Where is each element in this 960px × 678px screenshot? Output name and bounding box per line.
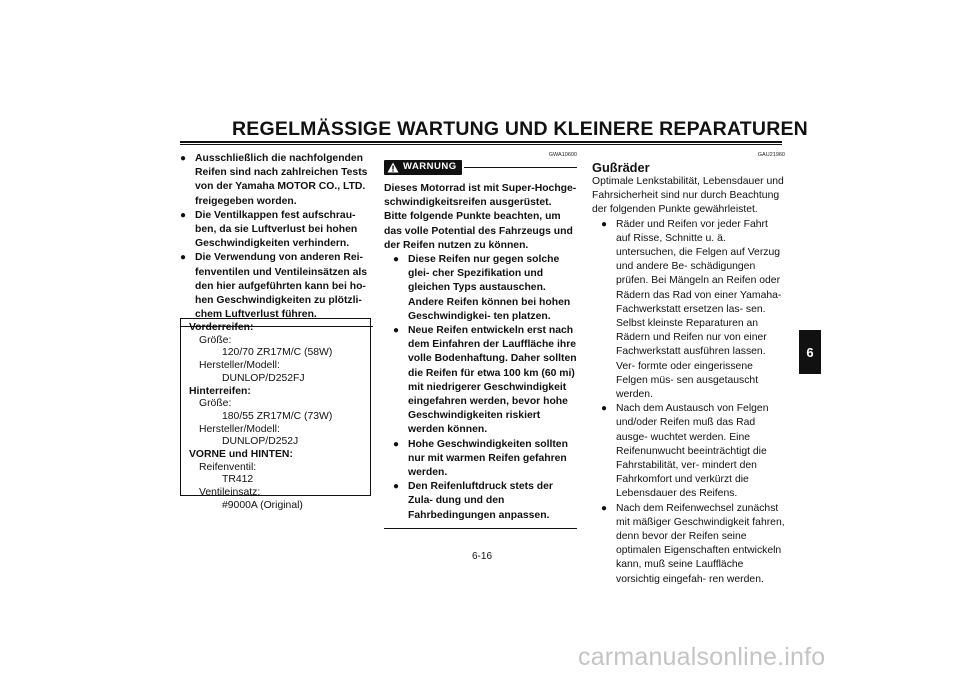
front-size-value: 120/70 ZR17M/C (58W) <box>222 347 333 359</box>
valve-label: Reifenventil: <box>199 461 257 473</box>
left-bullet-3: Die Verwendung von anderen Rei- fenventilen und Ventileinsätzen als den hier aufgeführten kann bei ho- hen Geschwindigkeiten zu plötzli- chem Luftverlust führen. <box>195 252 368 321</box>
middle-column <box>384 152 577 529</box>
list-item <box>393 324 577 438</box>
left-bullet-list <box>180 152 373 322</box>
section-title: Gußräder <box>592 160 650 175</box>
chapter-tab: 6 <box>799 330 821 374</box>
warning-bullet-2: Neue Reifen entwickeln erst nach dem Einfahren der Lauffläche ihre volle Bodenhaftung. Daher sollten die Reifen für etwa 100 km (60 mi) mit niedrigerer Geschwindigkeit eingefahren werden, bevor hohe Geschwindigkeiten riskiert werden können. <box>408 325 577 436</box>
warning-bullet-list <box>384 253 577 523</box>
warning-bullet-3: Hohe Geschwindigkeiten sollten nur mit warmen Reifen gefahren werden. <box>408 438 568 479</box>
page-title: REGELMÄSSIGE WARTUNG UND KLEINERE REPARATUREN <box>232 118 808 140</box>
valve-value: TR412 <box>222 474 254 486</box>
insert-value: #9000A (Original) <box>222 499 303 511</box>
list-item <box>393 480 577 523</box>
warning-intro: Dieses Motorrad ist mit Super-Hochge- schwindigkeitsreifen ausgerüstet. Bitte folgende Punkte beachten, um das volle Potential des Fahrzeugs und der Reifen nutzen zu können. <box>384 183 577 251</box>
list-item <box>180 152 373 209</box>
left-bullet-1: Ausschließlich die nachfolgenden Reifen sind nach zahlreichen Tests von der Yamaha MOTOR CO., LTD. freigegeben worden. <box>195 153 368 207</box>
section-code: GAU21960 <box>757 152 785 158</box>
bullet-icon: ● <box>601 403 608 415</box>
warning-bottom-rule <box>384 528 577 529</box>
section-intro: Optimale Lenkstabilität, Lebensdauer und Fahrsicherheit sind nur durch Beachtung der folgenden Punkte gewährleistet. <box>592 176 784 216</box>
list-item <box>601 402 785 501</box>
list-item <box>393 438 577 481</box>
warning-badge <box>384 160 462 175</box>
list-item <box>393 253 577 324</box>
warning-triangle-icon <box>387 162 399 173</box>
front-maker-value: DUNLOP/D252FJ <box>222 372 305 384</box>
list-item <box>601 502 785 587</box>
insert-label: Ventileinsatz: <box>199 487 261 499</box>
front-tire-heading: Vorderreifen: <box>189 322 254 333</box>
section-bullet-2: Nach dem Austausch von Felgen und/oder Reifen muß das Rad ausge- wuchtet werden. Eine Reifenunwucht beeinträchtigt die Fahrstabilität, ver- mindert den Fahrkomfort und verkürzt die Lebensdauer des Reifens. <box>616 403 769 500</box>
warning-code: GWA10600 <box>548 152 577 158</box>
both-heading: VORNE und HINTEN: <box>189 449 293 461</box>
bullet-icon: ● <box>180 153 187 164</box>
header-rule <box>180 141 782 143</box>
list-item <box>601 218 785 403</box>
bullet-icon: ● <box>393 438 400 450</box>
front-maker-label: Hersteller/Modell: <box>199 360 280 372</box>
tire-spec-box <box>180 318 371 511</box>
bullet-icon: ● <box>180 252 187 264</box>
left-bullet-2: Die Ventilkappen fest aufschrau- ben, da sie Luftverlust bei hohen Geschwindigkeiten verhindern. <box>195 209 358 250</box>
rear-size-label: Größe: <box>199 398 232 410</box>
section-bullet-3: Nach dem Reifenwechsel zunächst mit mäßiger Geschwindigkeit fahren, denn bevor der Reifen seine optimalen Eigenschaften entwickeln kann, muß seine Lauffläche vorsichtig eingefah- ren werden. <box>616 502 785 585</box>
front-size-label: Größe: <box>199 334 232 346</box>
warning-rule <box>464 167 577 168</box>
warning-label: WARNUNG <box>403 161 457 173</box>
bullet-icon: ● <box>393 254 400 266</box>
warning-header <box>384 160 577 175</box>
rear-size-value: 180/55 ZR17M/C (73W) <box>222 410 333 422</box>
rear-maker-value: DUNLOP/D252J <box>222 436 299 448</box>
left-column <box>180 152 373 327</box>
rear-tire-heading: Hinterreifen: <box>189 385 251 397</box>
bullet-icon: ● <box>393 325 400 337</box>
page-number: 6-16 <box>471 551 492 562</box>
bullet-icon: ● <box>393 481 400 493</box>
bullet-icon: ● <box>180 209 187 221</box>
right-column <box>592 152 785 587</box>
header-rule-thin <box>180 144 782 145</box>
section-bullet-list <box>592 218 785 587</box>
warning-bullet-1: Diese Reifen nur gegen solche glei- cher Spezifikation und gleichen Typs austauschen. Andere Reifen können bei hohen Geschwindigkei- ten platzen. <box>408 254 571 322</box>
list-item <box>180 251 373 322</box>
bullet-icon: ● <box>601 218 608 230</box>
watermark: carmanualsonline.info <box>578 643 826 671</box>
list-item <box>180 209 373 252</box>
warning-bullet-4: Den Reifenluftdruck stets der Zula- dung und den Fahrbedingungen anpassen. <box>408 481 553 521</box>
section-bullet-1: Räder und Reifen vor jeder Fahrt auf Risse, Schnitte u. ä. untersuchen, die Felgen auf Verzug und andere Be- schädigungen prüfen. Bei Mängeln an Reifen oder Rädern das Rad von einer Yamaha-Fachwerkstatt ersetzen las- sen. Selbst kleinste Reparaturen an Rädern und Reifen nur von einer Fachwerkstatt ausführen lassen. Ver- formte oder eingerissene Felgen müs- sen ausgetauscht werden. <box>616 218 782 401</box>
rear-maker-label: Hersteller/Modell: <box>199 423 280 435</box>
bullet-icon: ● <box>601 502 608 514</box>
